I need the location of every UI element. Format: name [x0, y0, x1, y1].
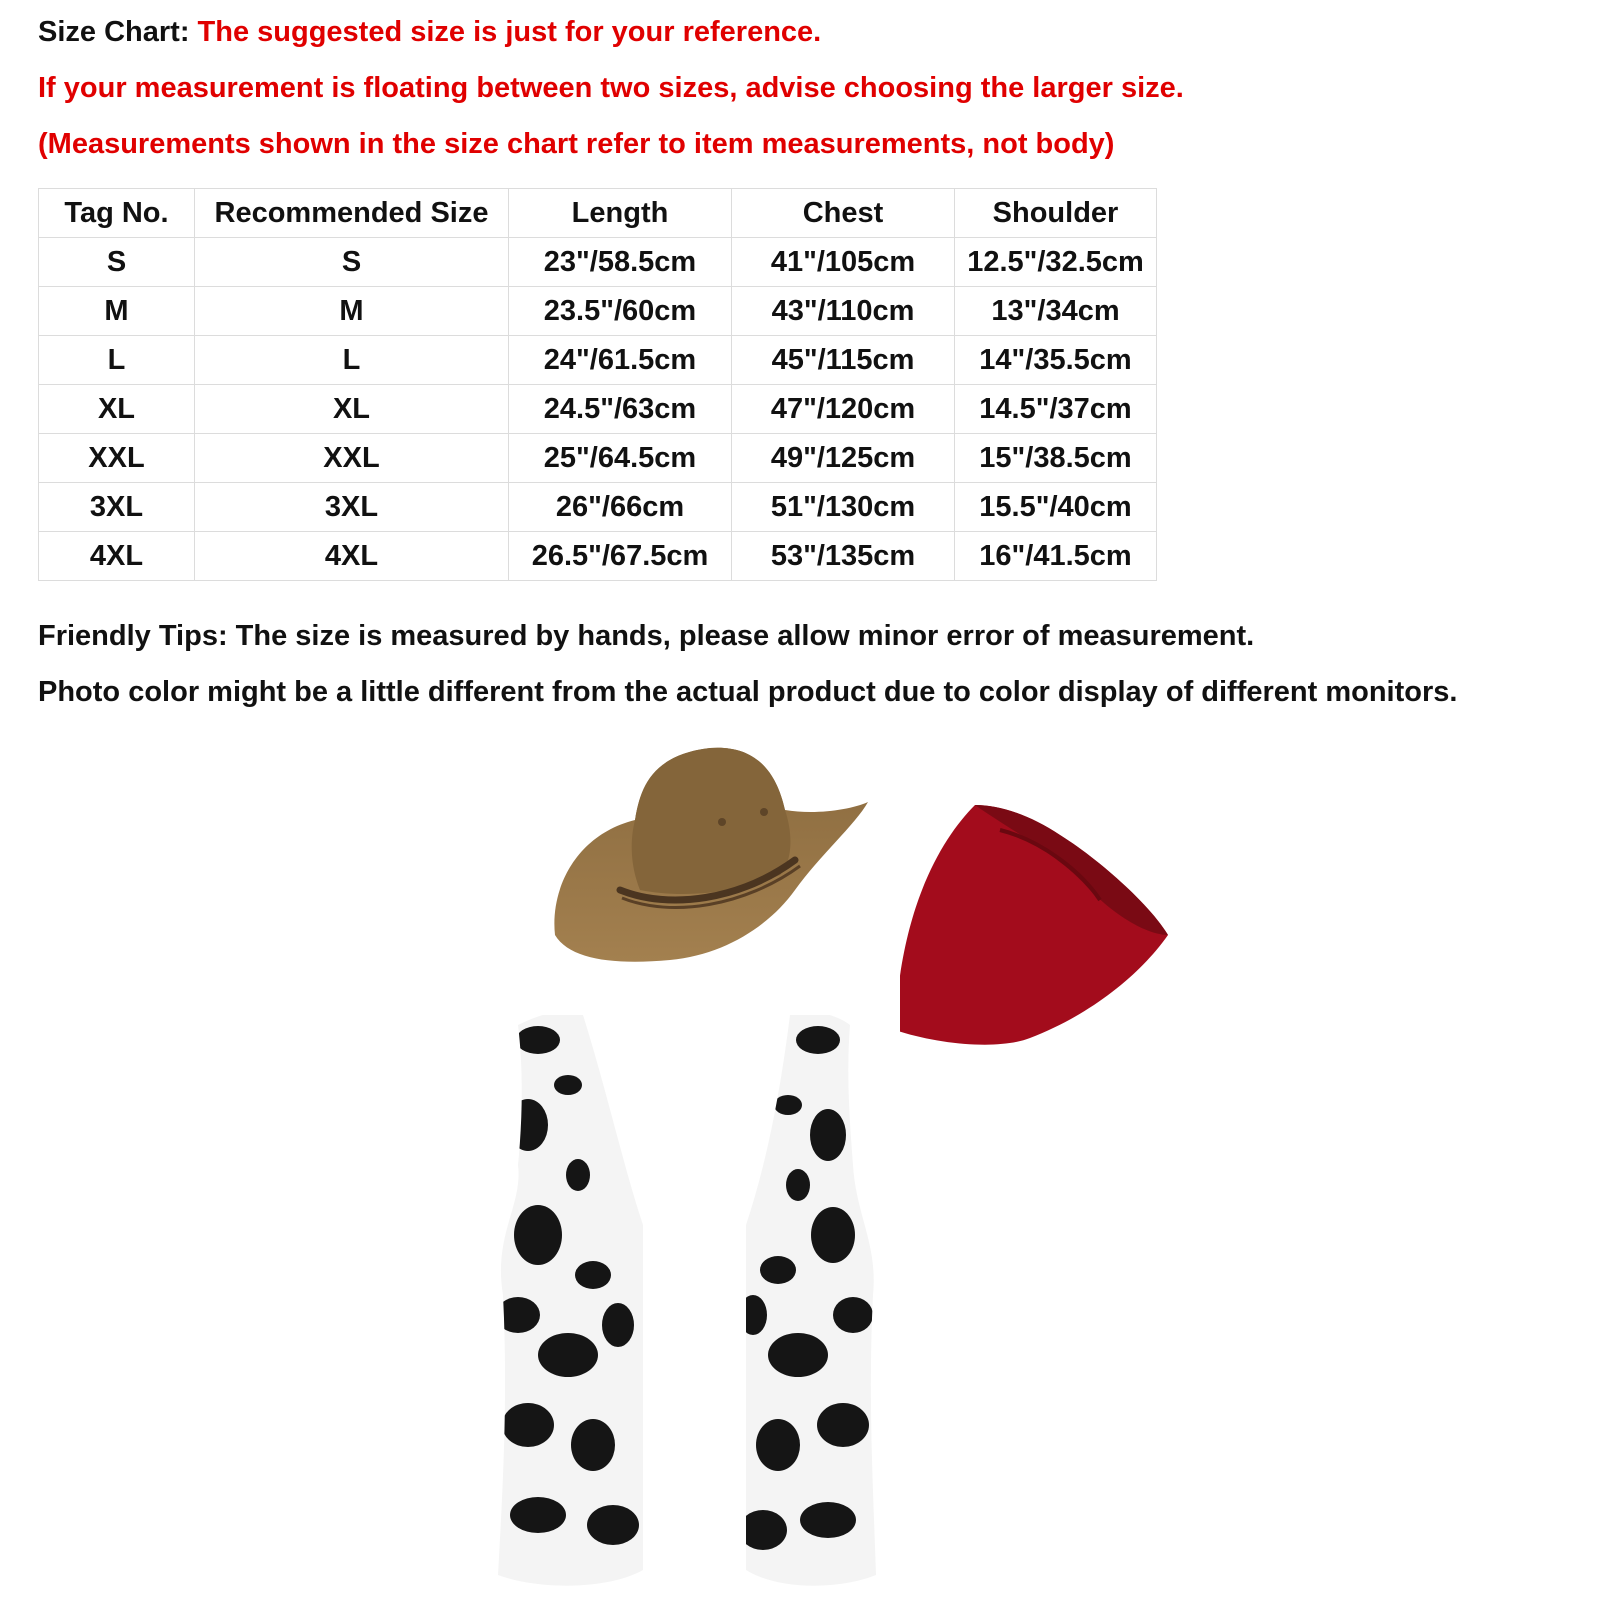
table-row [39, 434, 1157, 483]
cell-chest: 47"/120cm [732, 385, 955, 434]
cell-tag-no: M [39, 287, 195, 336]
measurement-note: (Measurements shown in the size chart refer to item measurements, not body) [38, 128, 1115, 160]
cell-shoulder: 14.5"/37cm [955, 385, 1157, 434]
friendly-tips: Friendly Tips: The size is measured by hands, please allow minor error of measurement. [38, 620, 1255, 652]
cell-shoulder: 13"/34cm [955, 287, 1157, 336]
cell-recommended-size: S [195, 238, 509, 287]
cell-length: 25"/64.5cm [509, 434, 732, 483]
cell-tag-no: 3XL [39, 483, 195, 532]
table-row [39, 336, 1157, 385]
cell-recommended-size: XXL [195, 434, 509, 483]
table-header-row [39, 189, 1157, 238]
cell-length: 23"/58.5cm [509, 238, 732, 287]
cowboy-hat-image [550, 740, 890, 990]
cell-length: 24"/61.5cm [509, 336, 732, 385]
cell-shoulder: 15.5"/40cm [955, 483, 1157, 532]
cell-recommended-size: 3XL [195, 483, 509, 532]
table-row [39, 385, 1157, 434]
size-chart-label: Size Chart: [38, 16, 190, 48]
cell-shoulder: 14"/35.5cm [955, 336, 1157, 385]
cell-tag-no: L [39, 336, 195, 385]
size-chart-heading [38, 16, 821, 49]
cell-length: 26"/66cm [509, 483, 732, 532]
cell-chest: 53"/135cm [732, 532, 955, 581]
cell-recommended-size: M [195, 287, 509, 336]
header-shoulder: Shoulder [955, 189, 1157, 238]
cell-chest: 41"/105cm [732, 238, 955, 287]
table-row [39, 287, 1157, 336]
photo-color-note: Photo color might be a little different from the actual product due to color display of different monitors. [38, 676, 1458, 708]
cell-chest: 43"/110cm [732, 287, 955, 336]
size-table [38, 188, 1157, 581]
cell-chest: 45"/115cm [732, 336, 955, 385]
cell-chest: 51"/130cm [732, 483, 955, 532]
cell-length: 23.5"/60cm [509, 287, 732, 336]
cell-shoulder: 16"/41.5cm [955, 532, 1157, 581]
cell-recommended-size: L [195, 336, 509, 385]
floating-size-note: If your measurement is floating between two sizes, advise choosing the larger size. [38, 72, 1184, 104]
header-recommended-size: Recommended Size [195, 189, 509, 238]
red-bandana-image [900, 800, 1200, 1075]
table-row [39, 532, 1157, 581]
cell-tag-no: XXL [39, 434, 195, 483]
cell-recommended-size: XL [195, 385, 509, 434]
cell-length: 26.5"/67.5cm [509, 532, 732, 581]
table-row [39, 238, 1157, 287]
reference-note: The suggested size is just for your reference. [189, 16, 822, 48]
cell-chest: 49"/125cm [732, 434, 955, 483]
cell-tag-no: S [39, 238, 195, 287]
header-chest: Chest [732, 189, 955, 238]
cell-length: 24.5"/63cm [509, 385, 732, 434]
cell-shoulder: 15"/38.5cm [955, 434, 1157, 483]
table-row [39, 483, 1157, 532]
cow-print-vest-image [498, 1015, 890, 1595]
cell-shoulder: 12.5"/32.5cm [955, 238, 1157, 287]
header-tag-no: Tag No. [39, 189, 195, 238]
header-length: Length [509, 189, 732, 238]
cell-tag-no: 4XL [39, 532, 195, 581]
cell-recommended-size: 4XL [195, 532, 509, 581]
cell-tag-no: XL [39, 385, 195, 434]
